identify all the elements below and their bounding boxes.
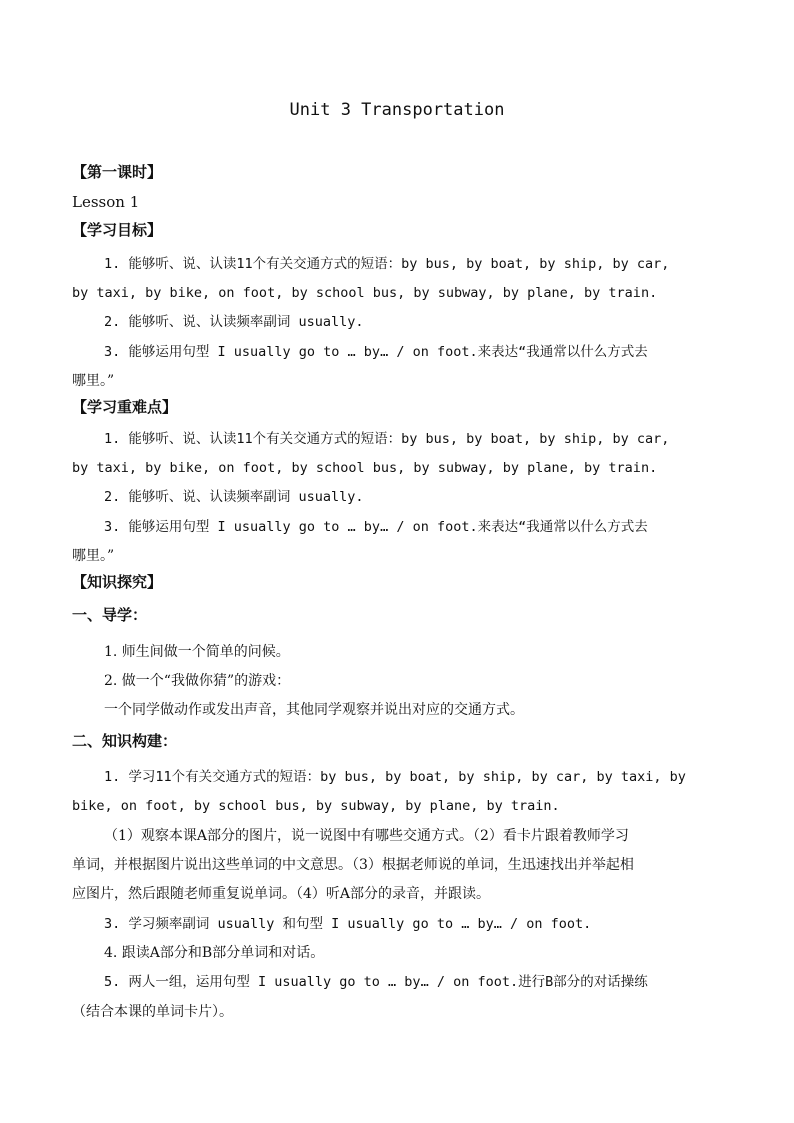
section-2-item-5-line-a: 5. 两人一组，运用句型 I usually go to … by… / on foot.进行B部分的对话操练 xyxy=(104,974,648,990)
section-2-item-3: 3. 学习频率副词 usually 和句型 I usually go to … by… / on foot. xyxy=(104,916,592,932)
key-3-line-b: 哪里。” xyxy=(72,548,115,564)
lesson-period-heading: 【第一课时】 xyxy=(72,163,163,181)
key-1-line-b: by taxi, by bike, on foot, by school bus, by subway, by plane, by train. xyxy=(72,460,658,476)
section-1-heading: 一、导学： xyxy=(72,606,148,624)
section-2-item-4: 4. 跟读A部分和B部分单词和对话。 xyxy=(104,945,325,961)
section-2-steps-line-b: 单词，并根据图片说出这些单词的中文意思。（3）根据老师说的单词，生迅速找出并举起相 xyxy=(72,857,634,873)
explore-heading: 【知识探究】 xyxy=(72,573,163,591)
section-2-steps-line-a: （1）观察本课A部分的图片，说一说图中有哪些交通方式。（2）看卡片跟着教师学习 xyxy=(104,828,629,844)
goal-3-line-a: 3. 能够运用句型 I usually go to … by… / on foot.来表达“我通常以什么方式去 xyxy=(104,344,648,360)
key-3-line-a: 3. 能够运用句型 I usually go to … by… / on foot.来表达“我通常以什么方式去 xyxy=(104,519,648,535)
goals-heading: 【学习目标】 xyxy=(72,221,163,239)
section-2-steps-line-c: 应图片，然后跟随老师重复说单词。（4）听A部分的录音，并跟读。 xyxy=(72,886,491,902)
goal-1-line-b: by taxi, by bike, on foot, by school bus, by subway, by plane, by train. xyxy=(72,285,658,301)
section-2-item-1-line-a: 1. 学习11个有关交通方式的短语：by bus, by boat, by ship, by car, by taxi, by xyxy=(104,769,686,785)
key-2: 2. 能够听、说、认读频率副词 usually. xyxy=(104,489,364,505)
key-points-heading: 【学习重难点】 xyxy=(72,398,178,416)
section-2-item-5-line-b: （结合本课的单词卡片）。 xyxy=(72,1004,233,1020)
key-1-line-a: 1. 能够听、说、认读11个有关交通方式的短语：by bus, by boat, by ship, by car, xyxy=(104,431,670,447)
goal-2: 2. 能够听、说、认读频率副词 usually. xyxy=(104,314,364,330)
document-title: Unit 3 Transportation xyxy=(289,100,505,120)
lesson-name: Lesson 1 xyxy=(72,193,140,211)
goal-1-line-a: 1. 能够听、说、认读11个有关交通方式的短语：by bus, by boat, by ship, by car, xyxy=(104,256,670,272)
section-1-item-2-desc: 一个同学做动作或发出声音，其他同学观察并说出对应的交通方式。 xyxy=(104,702,524,718)
section-1-item-2: 2. 做一个“我做你猜”的游戏： xyxy=(104,673,291,689)
goal-3-line-b: 哪里。” xyxy=(72,373,115,389)
section-2-item-1-line-b: bike, on foot, by school bus, by subway, by plane, by train. xyxy=(72,798,560,814)
section-1-item-1: 1. 师生间做一个简单的问候。 xyxy=(104,644,290,660)
section-2-heading: 二、知识构建： xyxy=(72,732,178,750)
